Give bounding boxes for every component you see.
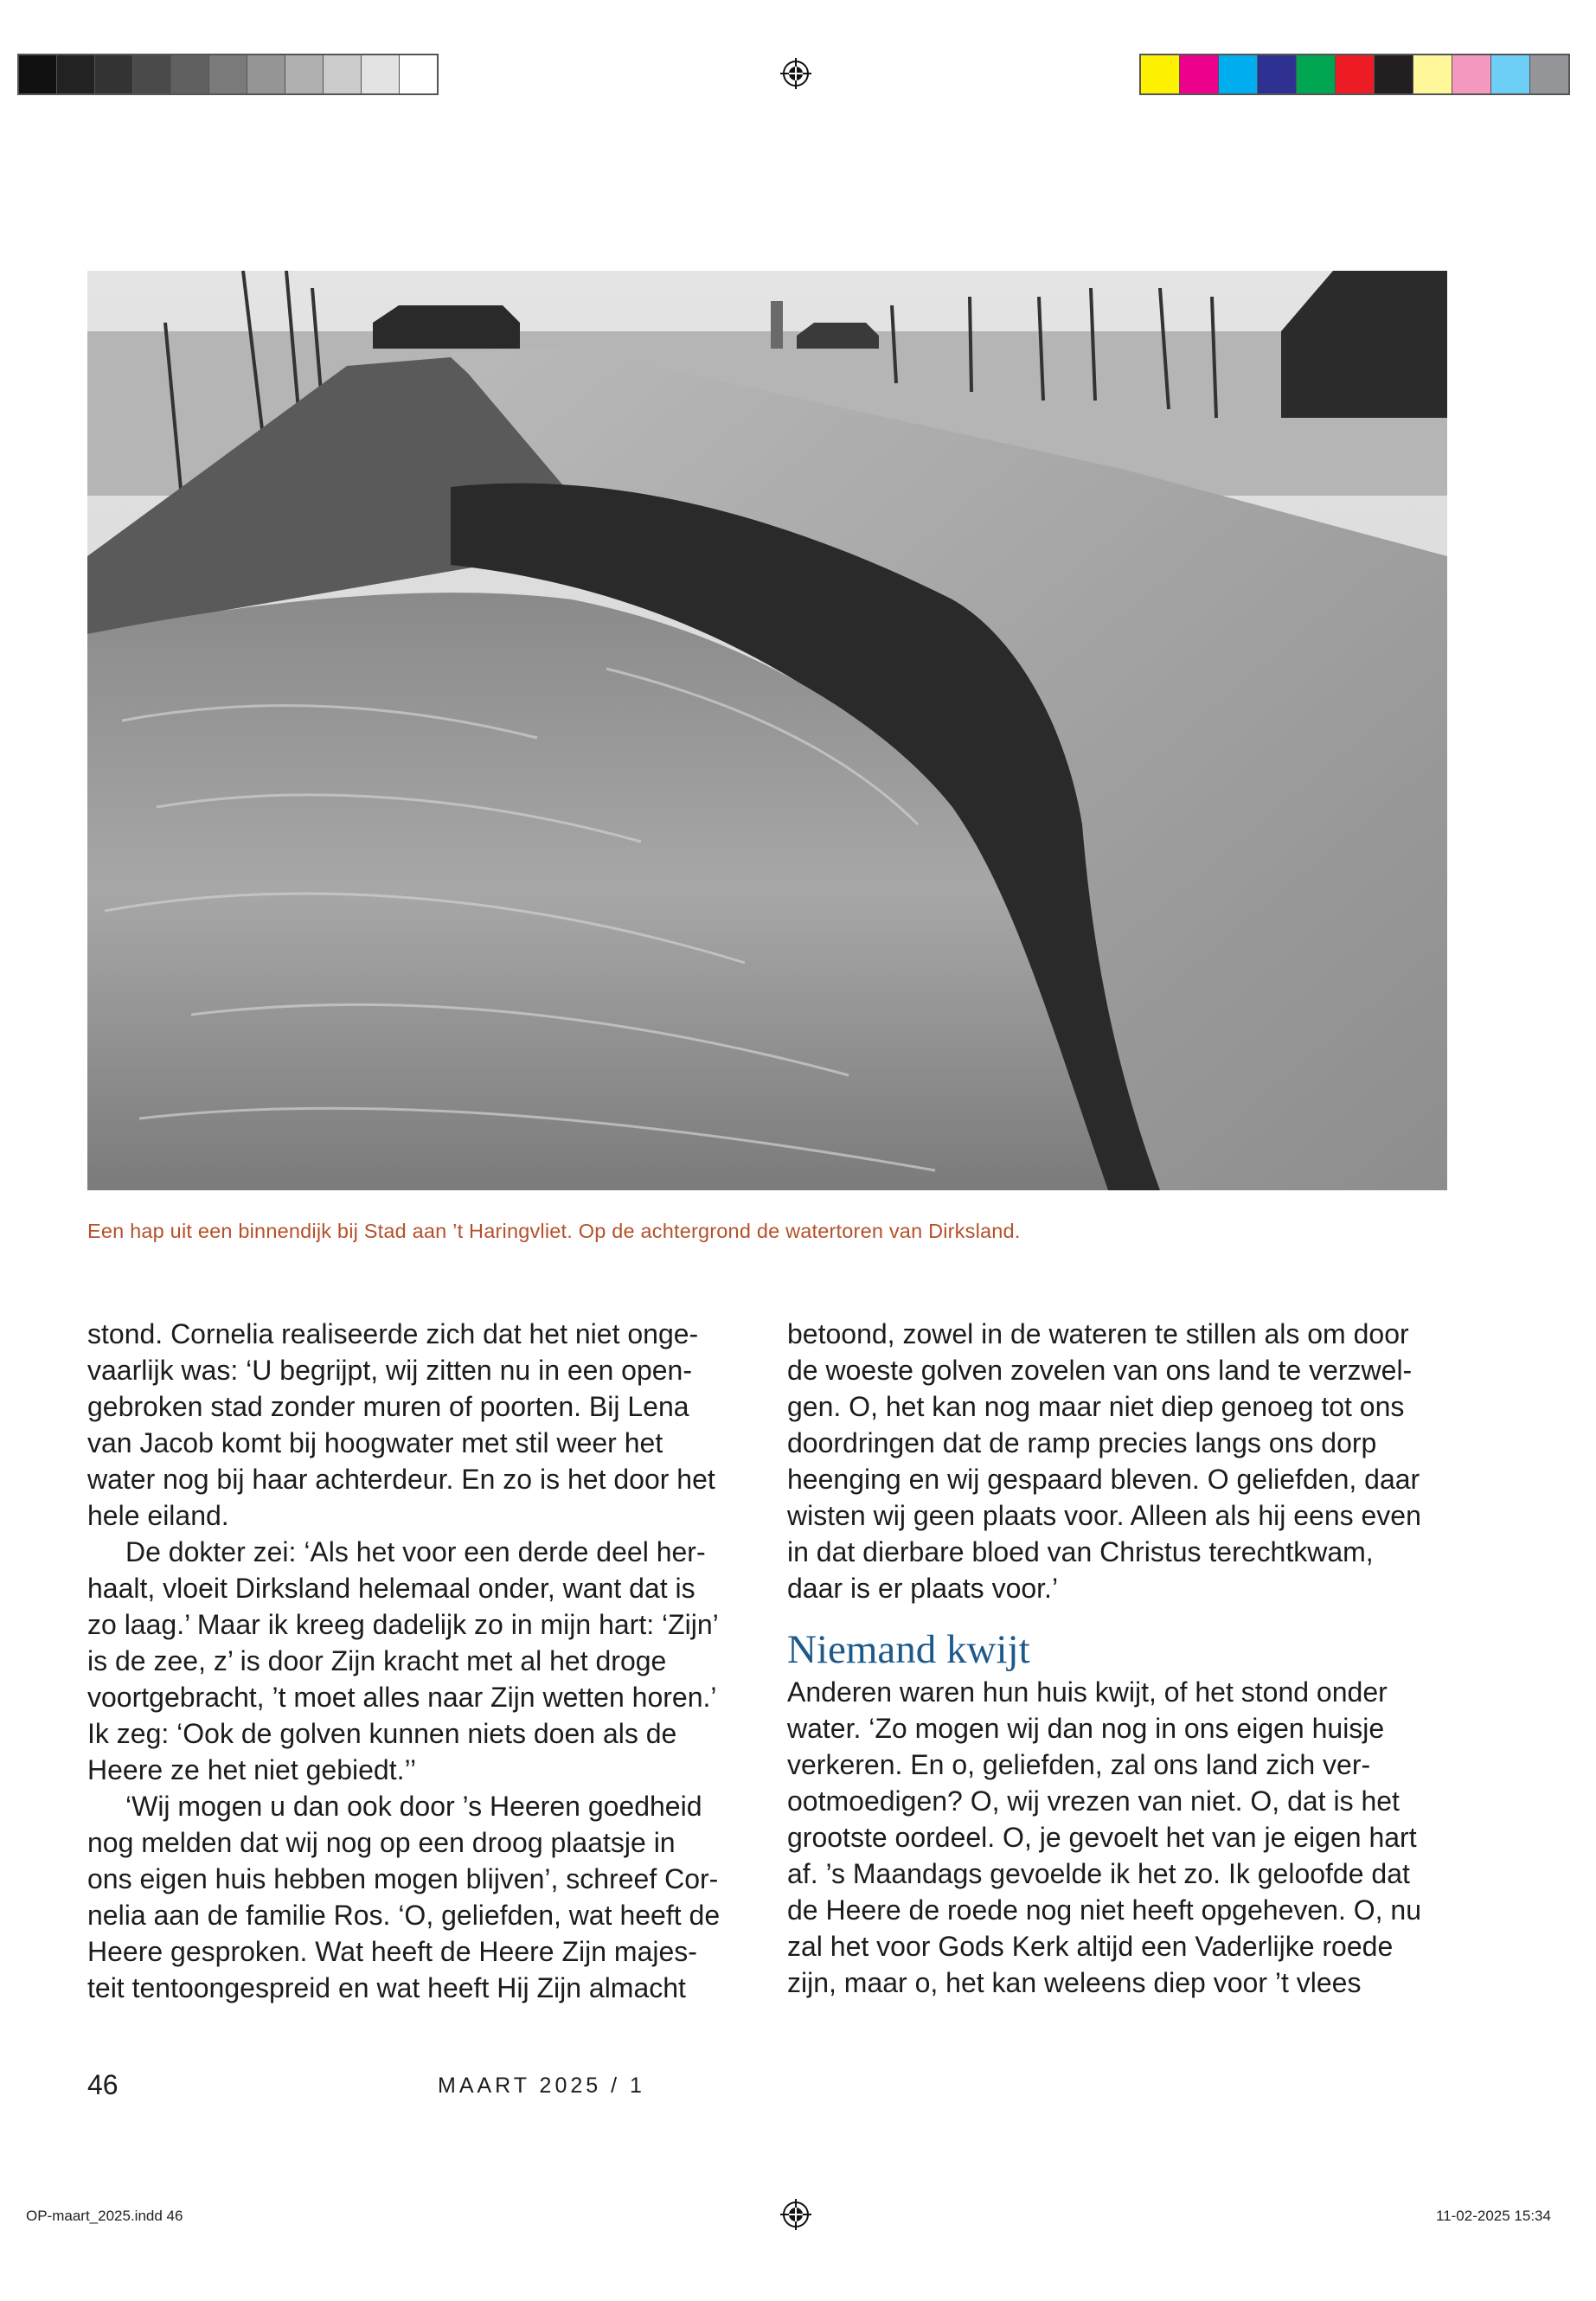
article-column-left [87,1316,745,2006]
color-calibration-bar [1139,54,1570,95]
right-column-top-text [787,1316,1445,1606]
text-line: stond. Cornelia realiseerde zich dat het niet onge- [87,1318,699,1349]
text-line: verkeren. En o, geliefden, zal ons land zich ver- [787,1749,1371,1780]
text-line: nelia aan de familie Ros. ‘O, geliefden, wat heeft de [87,1900,721,1931]
color-swatch [1219,55,1258,93]
text-line: Heere gesproken. Wat heeft de Heere Zijn majes- [87,1936,697,1967]
text-line: vaarlijk was: ‘U begrijpt, wij zitten nu in een open- [87,1355,692,1386]
text-line: ons eigen huis hebben mogen blijven’, schreef Cor- [87,1863,719,1894]
text-line: Anderen waren hun huis kwijt, of het stond onder [787,1676,1388,1708]
text-line: wisten wij geen plaats voor. Alleen als hij eens even [787,1500,1421,1531]
registration-mark-top-icon [780,58,811,89]
text-line: zal het voor Gods Kerk altijd een Vaderlijke roede [787,1931,1394,1962]
text-line: water nog bij haar achterdeur. En zo is het door het [87,1464,715,1495]
slug-date-info: 11-02-2025 15:34 [1436,2208,1551,2224]
dike-breach-photo-illustration [87,271,1447,1190]
slug-file-info: OP-maart_2025.indd 46 [26,2208,183,2224]
grayscale-swatch [171,55,209,93]
text-line: teit tentoongespreid en wat heeft Hij Zijn almacht [87,1972,686,2003]
text-line: af. ’s Maandags gevoelde ik het zo. Ik geloofde dat [787,1858,1410,1889]
grayscale-swatch [324,55,362,93]
text-line: ‘Wij mogen u dan ook door ’s Heeren goedheid [125,1791,702,1822]
grayscale-swatch [19,55,57,93]
text-line: heenging en wij gespaard bleven. O geliefden, daar [787,1464,1420,1495]
text-line: doordringen dat de ramp precies langs ons dorp [787,1427,1377,1458]
color-swatch [1530,55,1568,93]
color-swatch [1491,55,1530,93]
text-line: de Heere de roede nog niet heeft opgeheven. O, nu [787,1894,1421,1926]
color-swatch [1180,55,1219,93]
section-heading: Niemand kwijt [787,1627,1030,1672]
page-number: 46 [87,2069,119,2100]
article-column-right [787,1316,1445,2001]
grayscale-swatch [57,55,95,93]
color-swatch [1258,55,1297,93]
text-line: Heere ze het niet gebiedt.’’ [87,1754,417,1785]
text-line: daar is er plaats voor.’ [787,1573,1059,1604]
grayscale-swatch [95,55,133,93]
text-line: voortgebracht, ’t moet alles naar Zijn wetten horen.’ [87,1682,717,1713]
text-line: haalt, vloeit Dirksland helemaal onder, want dat is [87,1573,695,1604]
text-line: ootmoedigen? O, wij vrezen van niet. O, dat is het [787,1785,1400,1817]
grayscale-swatch [133,55,171,93]
text-line: betoond, zowel in de wateren te stillen als om door [787,1318,1409,1349]
text-line: water. ‘Zo mogen wij dan nog in ons eigen huisje [787,1713,1385,1744]
color-swatch [1413,55,1452,93]
grayscale-swatch [285,55,324,93]
text-line: grootste oordeel. O, je gevoelt het van je eigen hart [787,1822,1417,1853]
text-line: de woeste golven zovelen van ons land te verzwel- [787,1355,1413,1386]
right-column-bottom-text [787,1674,1445,2001]
grayscale-swatch [247,55,285,93]
color-swatch [1375,55,1413,93]
issue-label: MAART 2025 / 1 [438,2073,645,2098]
text-line: is de zee, z’ is door Zijn kracht met al het droge [87,1645,667,1676]
text-line: De dokter zei: ‘Als het voor een derde deel her- [125,1536,706,1567]
text-line: hele eiland. [87,1500,229,1531]
flood-photo [87,271,1447,1190]
text-line: van Jacob komt bij hoogwater met stil weer het [87,1427,663,1458]
text-line: nog melden dat wij nog op een droog plaatsje in [87,1827,676,1858]
text-line: Ik zeg: ‘Ook de golven kunnen niets doen als de [87,1718,677,1749]
text-line: zijn, maar o, het kan weleens diep voor ’t vlees [787,1967,1362,1998]
grayscale-calibration-bar [17,54,439,95]
color-swatch [1297,55,1336,93]
grayscale-swatch [362,55,400,93]
color-swatch [1141,55,1180,93]
text-line: zo laag.’ Maar ik kreeg dadelijk zo in mijn hart: ‘Zijn’ [87,1609,719,1640]
grayscale-swatch [400,55,437,93]
color-swatch [1336,55,1375,93]
registration-mark-bottom-icon [780,2199,811,2230]
text-line: gebroken stad zonder muren of poorten. Bij Lena [87,1391,689,1422]
photo-caption: Een hap uit een binnendijk bij Stad aan ’t Haringvliet. Op de achtergrond de watertoren van Dirksland. [87,1220,1021,1242]
text-line: in dat dierbare bloed van Christus terechtkwam, [787,1536,1374,1567]
text-line: gen. O, het kan nog maar niet diep genoeg tot ons [787,1391,1405,1422]
grayscale-swatch [209,55,247,93]
color-swatch [1452,55,1491,93]
